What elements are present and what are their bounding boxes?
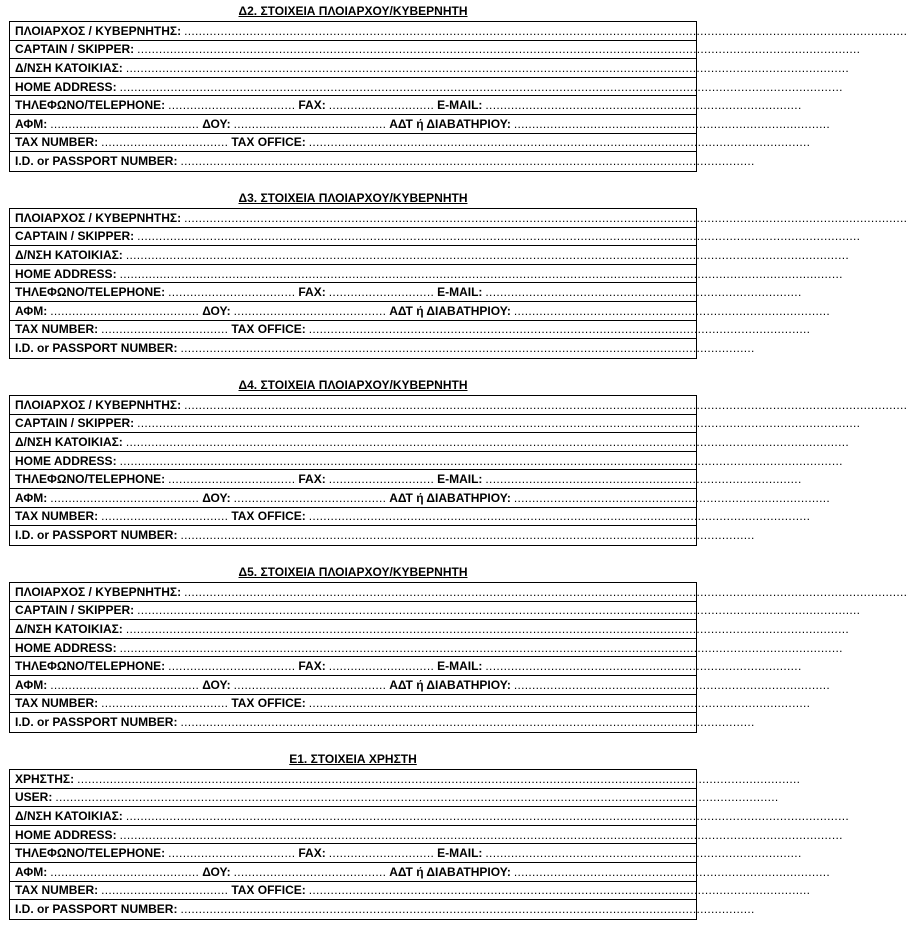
section-d3 [9, 191, 907, 359]
tax-field[interactable]: TAX NUMBER: ................................... TAX OFFICE: .......................................................................................................................................... [10, 508, 696, 527]
afm-field[interactable]: ΑΦΜ: ......................................... ΔΟΥ: .......................................... ΑΔΤ ή ΔΙΑΒΑΤΗΡΙΟΥ: ....................................................................................... [10, 115, 696, 134]
section-title: Δ3. ΣΤΟΙΧΕΙΑ ΠΛΟΙΑΡΧΟΥ/ΚΥΒΕΡΝΗΤΗ [238, 191, 468, 205]
section-d2 [9, 4, 907, 172]
form-table [9, 769, 849, 920]
captain-field[interactable]: ΠΛΟΙΑΡΧΟΣ / ΚΥΒΕΡΝΗΤΗΣ: ....................................................................................................................................................................................................... [10, 22, 696, 41]
form-table [9, 395, 907, 546]
afm-field[interactable]: ΑΦΜ: ......................................... ΔΟΥ: .......................................... ΑΔΤ ή ΔΙΑΒΑΤΗΡΙΟΥ: ....................................................................................... [10, 489, 696, 508]
home-address-field[interactable]: HOME ADDRESS: ....................................................................................................................................................................................................... [10, 452, 696, 471]
section-d5 [9, 565, 907, 733]
contact-field[interactable]: ΤΗΛΕΦΩΝΟ/TELEPHONE: ................................... FAX: ............................. E-MAIL: ....................................................................................... [10, 657, 696, 676]
afm-field[interactable]: ΑΦΜ: ......................................... ΔΟΥ: .......................................... ΑΔΤ ή ΔΙΑΒΑΤΗΡΙΟΥ: ....................................................................................... [10, 676, 696, 695]
section-d4 [9, 378, 907, 546]
user-gr-field[interactable]: ΧΡΗΣΤΗΣ: ....................................................................................................................................................................................................... [10, 770, 696, 789]
skipper-field[interactable]: CAPTAIN / SKIPPER: ....................................................................................................................................................................................................... [10, 228, 696, 247]
home-address-field[interactable]: HOME ADDRESS: ....................................................................................................................................................................................................... [10, 78, 696, 97]
contact-field[interactable]: ΤΗΛΕΦΩΝΟ/TELEPHONE: ................................... FAX: ............................. E-MAIL: ....................................................................................... [10, 470, 696, 489]
address-gr-field[interactable]: Δ/ΝΣΗ ΚΑΤΟΙΚΙΑΣ: ....................................................................................................................................................................................................... [10, 246, 696, 265]
home-address-field[interactable]: HOME ADDRESS: ....................................................................................................................................................................................................... [10, 826, 696, 845]
captain-field[interactable]: ΠΛΟΙΑΡΧΟΣ / ΚΥΒΕΡΝΗΤΗΣ: ....................................................................................................................................................................................................... [10, 583, 696, 602]
form-table [9, 582, 907, 733]
tax-field[interactable]: TAX NUMBER: ................................... TAX OFFICE: .......................................................................................................................................... [10, 321, 696, 340]
captain-field[interactable]: ΠΛΟΙΑΡΧΟΣ / ΚΥΒΕΡΝΗΤΗΣ: ....................................................................................................................................................................................................... [10, 209, 696, 228]
section-title: Δ4. ΣΤΟΙΧΕΙΑ ΠΛΟΙΑΡΧΟΥ/ΚΥΒΕΡΝΗΤΗ [238, 378, 468, 392]
section-title: Ε1. ΣΤΟΙΧΕΙΑ ΧΡΗΣΤΗ [289, 752, 417, 766]
afm-field[interactable]: ΑΦΜ: ......................................... ΔΟΥ: .......................................... ΑΔΤ ή ΔΙΑΒΑΤΗΡΙΟΥ: ....................................................................................... [10, 302, 696, 321]
id-passport-field[interactable]: I.D. or PASSPORT NUMBER: .............................................................................................................................................................. [15, 341, 755, 356]
tax-field[interactable]: TAX NUMBER: ................................... TAX OFFICE: .......................................................................................................................................... [10, 695, 696, 714]
id-passport-field[interactable]: I.D. or PASSPORT NUMBER: .............................................................................................................................................................. [15, 715, 755, 730]
user-field[interactable]: USER: ....................................................................................................................................................................................................... [10, 789, 696, 808]
section-e1 [9, 752, 849, 920]
form-table [9, 21, 907, 172]
home-address-field[interactable]: HOME ADDRESS: ....................................................................................................................................................................................................... [10, 639, 696, 658]
tax-field[interactable]: TAX NUMBER: ................................... TAX OFFICE: .......................................................................................................................................... [10, 882, 696, 901]
address-gr-field[interactable]: Δ/ΝΣΗ ΚΑΤΟΙΚΙΑΣ: ....................................................................................................................................................................................................... [10, 807, 696, 826]
tax-field[interactable]: TAX NUMBER: ................................... TAX OFFICE: .......................................................................................................................................... [10, 134, 696, 153]
address-gr-field[interactable]: Δ/ΝΣΗ ΚΑΤΟΙΚΙΑΣ: ....................................................................................................................................................................................................... [10, 620, 696, 639]
address-gr-field[interactable]: Δ/ΝΣΗ ΚΑΤΟΙΚΙΑΣ: ....................................................................................................................................................................................................... [10, 433, 696, 452]
id-passport-field[interactable]: I.D. or PASSPORT NUMBER: .............................................................................................................................................................. [15, 154, 755, 169]
skipper-field[interactable]: CAPTAIN / SKIPPER: ....................................................................................................................................................................................................... [10, 602, 696, 621]
skipper-field[interactable]: CAPTAIN / SKIPPER: ....................................................................................................................................................................................................... [10, 41, 696, 60]
address-gr-field[interactable]: Δ/ΝΣΗ ΚΑΤΟΙΚΙΑΣ: ....................................................................................................................................................................................................... [10, 59, 696, 78]
section-title: Δ5. ΣΤΟΙΧΕΙΑ ΠΛΟΙΑΡΧΟΥ/ΚΥΒΕΡΝΗΤΗ [238, 565, 468, 579]
id-passport-field[interactable]: I.D. or PASSPORT NUMBER: .............................................................................................................................................................. [15, 902, 755, 917]
contact-field[interactable]: ΤΗΛΕΦΩΝΟ/TELEPHONE: ................................... FAX: ............................. E-MAIL: ....................................................................................... [10, 96, 696, 115]
skipper-field[interactable]: CAPTAIN / SKIPPER: ....................................................................................................................................................................................................... [10, 415, 696, 434]
contact-field[interactable]: ΤΗΛΕΦΩΝΟ/TELEPHONE: ................................... FAX: ............................. E-MAIL: ....................................................................................... [10, 283, 696, 302]
contact-field[interactable]: ΤΗΛΕΦΩΝΟ/TELEPHONE: ................................... FAX: ............................. E-MAIL: ....................................................................................... [10, 844, 696, 863]
captain-field[interactable]: ΠΛΟΙΑΡΧΟΣ / ΚΥΒΕΡΝΗΤΗΣ: ....................................................................................................................................................................................................... [10, 396, 696, 415]
afm-field[interactable]: ΑΦΜ: ......................................... ΔΟΥ: .......................................... ΑΔΤ ή ΔΙΑΒΑΤΗΡΙΟΥ: ....................................................................................... [10, 863, 696, 882]
home-address-field[interactable]: HOME ADDRESS: ....................................................................................................................................................................................................... [10, 265, 696, 284]
section-title: Δ2. ΣΤΟΙΧΕΙΑ ΠΛΟΙΑΡΧΟΥ/ΚΥΒΕΡΝΗΤΗ [238, 4, 468, 18]
id-passport-field[interactable]: I.D. or PASSPORT NUMBER: .............................................................................................................................................................. [15, 528, 755, 543]
form-table [9, 208, 907, 359]
